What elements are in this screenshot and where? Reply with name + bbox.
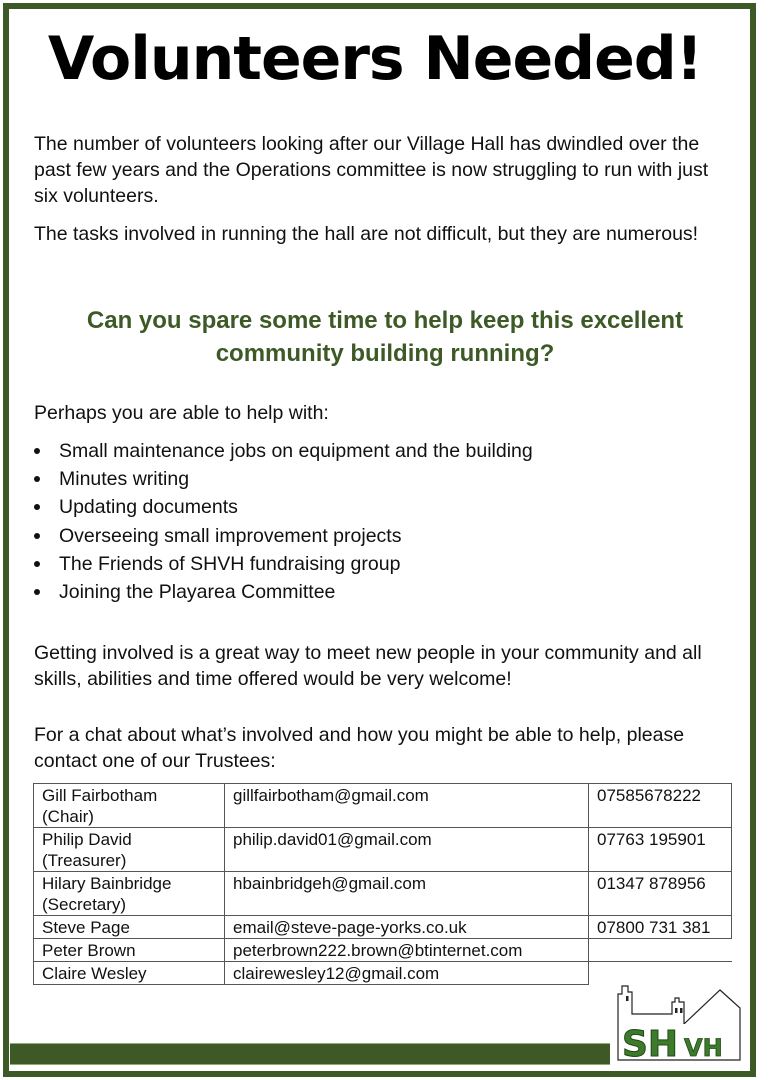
task-label: The Friends of SHVH fundraising group <box>59 552 401 575</box>
trustee-role: (Secretary) <box>42 895 127 914</box>
table-row <box>34 939 732 962</box>
task-label: Updating documents <box>59 496 238 519</box>
trustee-email[interactable]: email@steve-page-yorks.co.uk <box>225 916 589 939</box>
bullet-icon <box>34 504 40 510</box>
trustee-email[interactable]: gillfairbotham@gmail.com <box>225 784 589 828</box>
bullet-icon <box>34 448 40 454</box>
trustee-name-cell <box>34 872 225 916</box>
bullet-icon <box>34 589 40 595</box>
trustee-phone: 07763 195901 <box>589 828 732 872</box>
trustee-name: Claire Wesley <box>34 962 225 985</box>
task-label: Minutes writing <box>59 468 190 491</box>
task-label: Overseeing small improvement projects <box>59 524 402 547</box>
trustee-email[interactable]: philip.david01@gmail.com <box>225 828 589 872</box>
task-item <box>34 522 684 550</box>
trustee-name: Steve Page <box>34 916 225 939</box>
trustees-table <box>33 783 732 985</box>
benefits-paragraph: Getting involved is a great way to meet new people in your community and all skills, abilities and time offered would be very welcome! <box>34 642 702 690</box>
trustee-phone: 01347 878956 <box>589 872 732 916</box>
task-list <box>34 437 684 606</box>
trustee-name: Peter Brown <box>34 939 225 962</box>
trustee-role: (Treasurer) <box>42 851 127 870</box>
trustee-phone: 07585678222 <box>589 784 732 828</box>
logo-text: SH <box>622 1024 679 1064</box>
task-label: Joining the Playarea Committee <box>59 581 336 604</box>
contact-paragraph: For a chat about what’s involved and how you might be able to help, please contact one of our Trustees: <box>34 724 685 772</box>
trustee-name-cell <box>34 828 225 872</box>
trustee-name: Gill Fairbotham <box>42 786 158 805</box>
footer-bar <box>10 1043 610 1065</box>
task-label: Small maintenance jobs on equipment and the building <box>59 440 533 462</box>
call-to-action-heading: Can you spare some time to help keep this excellent community building running? <box>86 307 684 367</box>
trustee-phone <box>589 939 732 962</box>
shvh-logo <box>612 980 747 1064</box>
trustee-email[interactable]: clairewesley12@gmail.com <box>225 962 589 985</box>
tasks-paragraph: The tasks involved in running the hall are not difficult, but they are numerous! <box>34 223 699 245</box>
bullet-icon <box>34 533 40 539</box>
trustee-name: Hilary Bainbridge <box>42 874 172 893</box>
task-item <box>34 437 684 465</box>
table-row <box>34 828 732 872</box>
help-intro: Perhaps you are able to help with: <box>34 402 329 424</box>
table-row <box>34 872 732 916</box>
task-item <box>34 465 684 493</box>
village-hall-logo-icon <box>612 980 747 1064</box>
intro-paragraph: The number of volunteers looking after our Village Hall has dwindled over the past few years and the Operations committee is now struggling to run with just six volunteers. <box>34 133 709 207</box>
trustee-email[interactable]: hbainbridgeh@gmail.com <box>225 872 589 916</box>
trustee-role: (Chair) <box>42 807 94 826</box>
task-item <box>34 550 684 578</box>
bullet-icon <box>34 476 40 482</box>
task-item <box>34 578 684 606</box>
table-row <box>34 784 732 828</box>
trustee-name-cell <box>34 784 225 828</box>
trustee-name: Philip David <box>42 830 132 849</box>
poster-title: Volunteers Needed! <box>47 24 703 94</box>
table-row <box>34 916 732 939</box>
trustee-phone: 07800 731 381 <box>589 916 732 939</box>
task-item <box>34 493 684 521</box>
svg-text:VH: VH <box>684 1034 723 1062</box>
bullet-icon <box>34 561 40 567</box>
trustee-email[interactable]: peterbrown222.brown@btinternet.com <box>225 939 589 962</box>
